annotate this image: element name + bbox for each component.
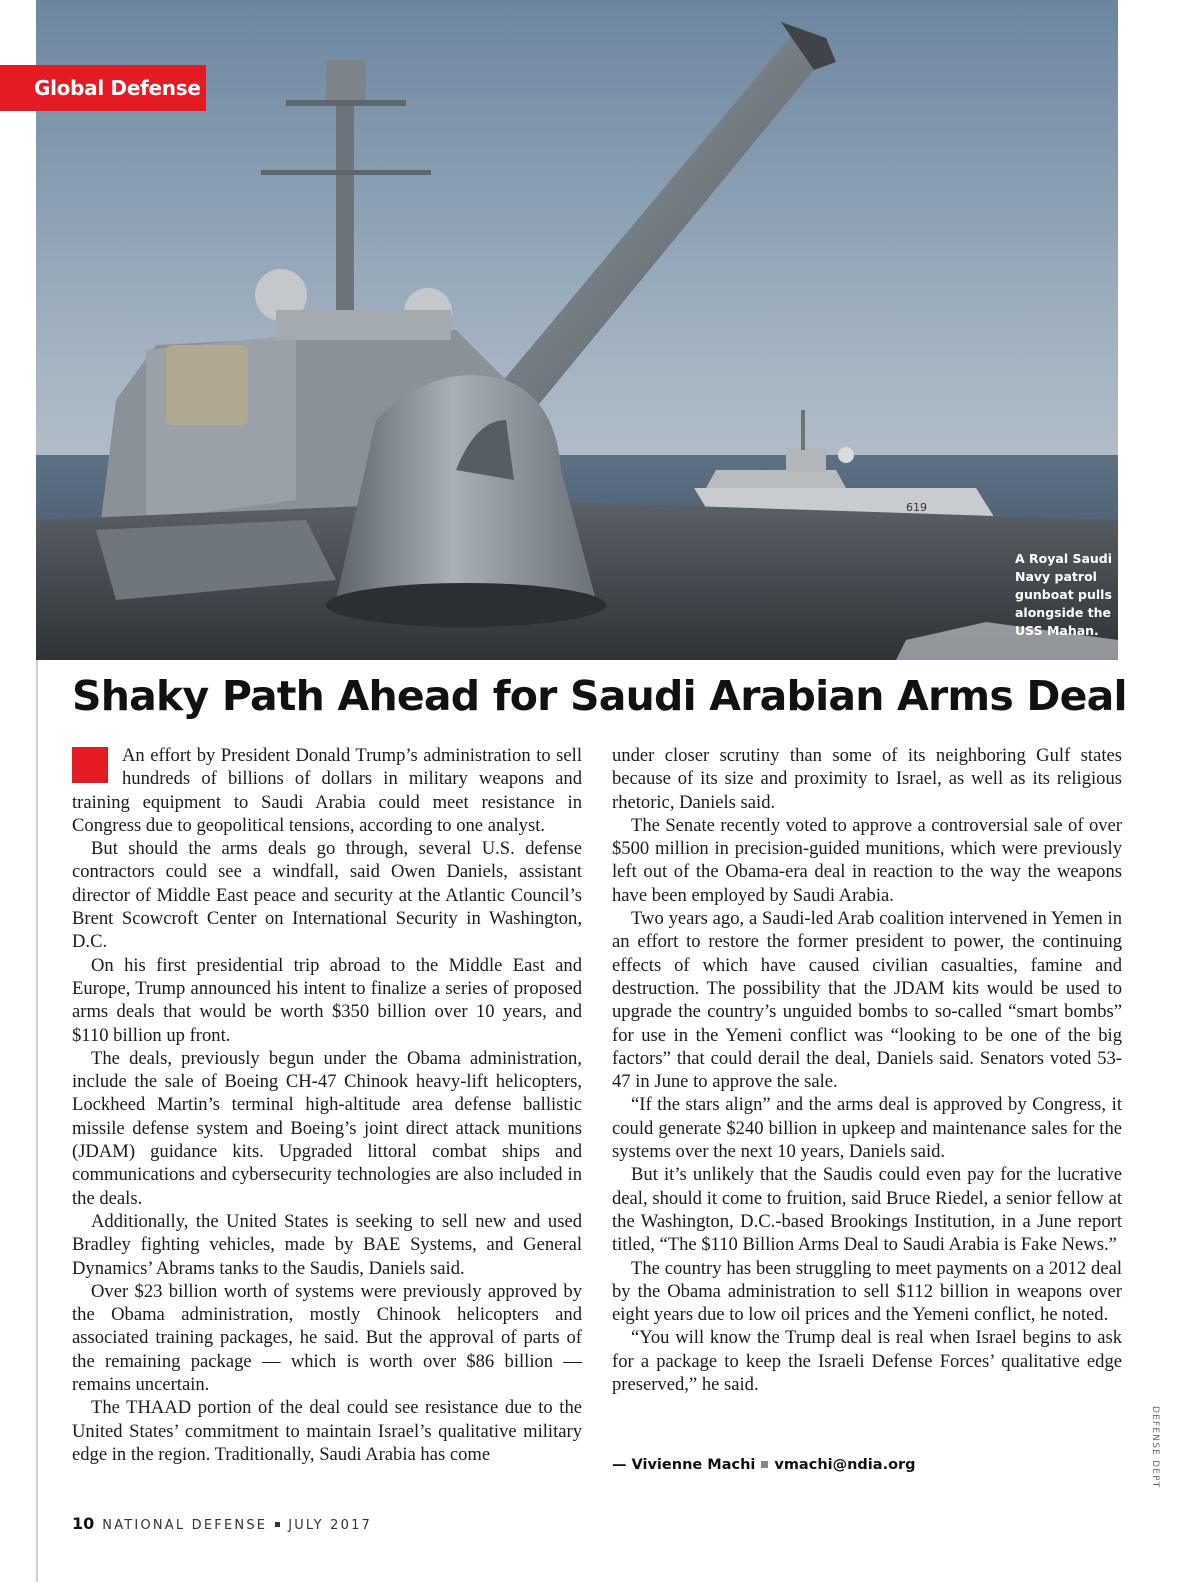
article-paragraph: The THAAD portion of the deal could see resistance due to the United States’ commitment to maintain Israel’s qualitative military edge in the region. Traditionally, Saudi Arabia has come [72,1397,582,1465]
article-paragraph: Additionally, the United States is seeking to sell new and used Bradley fighting vehicles, made by BAE Systems, and General Dynamics’ Abrams tanks to the Saudis, Daniels said. [72,1210,582,1279]
article-paragraph: Two years ago, a Saudi-led Arab coalition intervened in Yemen in an effort to restore the former president to power, the continuing effects of which have caused civilian casualties, famine and destruction. The possibility that the JDAM kits would be used to upgrade the country’s unguided bombs to so-called “smart bombs” for use in the Yemeni conflict was “looking to be one of the big factors” that could derail the deal, Daniels said. Senators voted 53-47 in June to approve the sale. [612,908,1122,1093]
photo-caption: A Royal Saudi Navy patrol gunboat pulls alongside the USS Mahan. [1015,551,1113,638]
page-number: 10 [72,1514,95,1533]
article-paragraph: Over $23 billion worth of systems were previously approved by the Obama administration, mostly Chinook helicopters and associated training packages, he said. But the approval of parts of the remaining package — which is worth over $86 billion — remains uncertain. [72,1280,582,1396]
square-bullet-icon [761,1461,768,1468]
square-bullet-icon [275,1522,280,1527]
publication-name: NATIONAL DEFENSE [102,1518,268,1533]
byline-author: — Vivienne Machi [612,1457,756,1473]
article-headline: Shaky Path Ahead for Saudi Arabian Arms Deal [72,672,1127,720]
svg-text:619: 619 [906,501,927,514]
article-paragraph: The Senate recently voted to approve a controversial sale of over $500 million in precision-guided munitions, which were previously left out of the Obama-era deal in reaction to the way the weapons have been employed by Saudi Arabia. [612,814,1122,906]
article-column-left [72,744,582,1466]
department-side-label: DEFENSE DEPT [1150,1406,1160,1489]
article-column-right [612,744,1122,1396]
article-paragraph: “You will know the Trump deal is real when Israel begins to ask for a package to keep the Israeli Defense Forces’ qualitative edge preserved,” he said. [612,1327,1122,1396]
page-footer [72,1514,372,1533]
issue-date: JULY 2017 [288,1518,373,1533]
article-paragraph: An effort by President Donald Trump’s administration to sell hundreds of billions of dollars in military weapons and training equipment to Saudi Arabia could meet resistance in Congress due to geopolitical tensions, according to one analyst. [72,745,582,836]
article-paragraph: But should the arms deals go through, several U.S. defense contractors could see a windfall, said Owen Daniels, assistant director of Middle East peace and security at the Atlantic Council’s Brent Scowcroft Center on International Security in Washington, D.C. [72,838,582,953]
article-paragraph: The country has been struggling to meet payments on a 2012 deal by the Obama administration to sell $112 billion in weapons over eight years due to low oil prices and the Yemeni conflict, he noted. [612,1257,1122,1326]
article-paragraph: under closer scrutiny than some of its neighboring Gulf states because of its size and proximity to Israel, as well as its religious rhetoric, Daniels said. [612,745,1122,813]
section-tag: Global Defense [0,65,206,111]
article-paragraph: “If the stars align” and the arms deal is approved by Congress, it could generate $240 billion in upkeep and maintenance sales for the systems over the next 10 years, Daniels said. [612,1094,1122,1163]
article-paragraph: But it’s unlikely that the Saudis could even pay for the lucrative deal, should it come to fruition, said Bruce Riedel, a senior fellow at the Washington, D.C.-based Brookings Institution, in a June report titled, “The $110 Billion Arms Deal to Saudi Arabia is Fake News.” [612,1164,1122,1256]
drop-cap-marker [72,747,108,783]
article-byline [612,1457,916,1473]
article-paragraph: The deals, previously begun under the Obama administration, include the sale of Boeing CH-47 Chinook heavy-lift helicopters, Lockheed Martin’s terminal high-altitude area defense ballistic missile defense system and Boeing’s joint direct attack munitions (JDAM) guidance kits. Upgraded littoral combat ships and communications and cybersecurity technologies are also included in the deals. [72,1047,582,1209]
byline-email[interactable]: vmachi@ndia.org [774,1457,916,1473]
article-paragraph: On his first presidential trip abroad to the Middle East and Europe, Trump announced his intent to finalize a series of proposed arms deals that would be worth $350 billion over 10 years, and $110 billion up front. [72,954,582,1046]
